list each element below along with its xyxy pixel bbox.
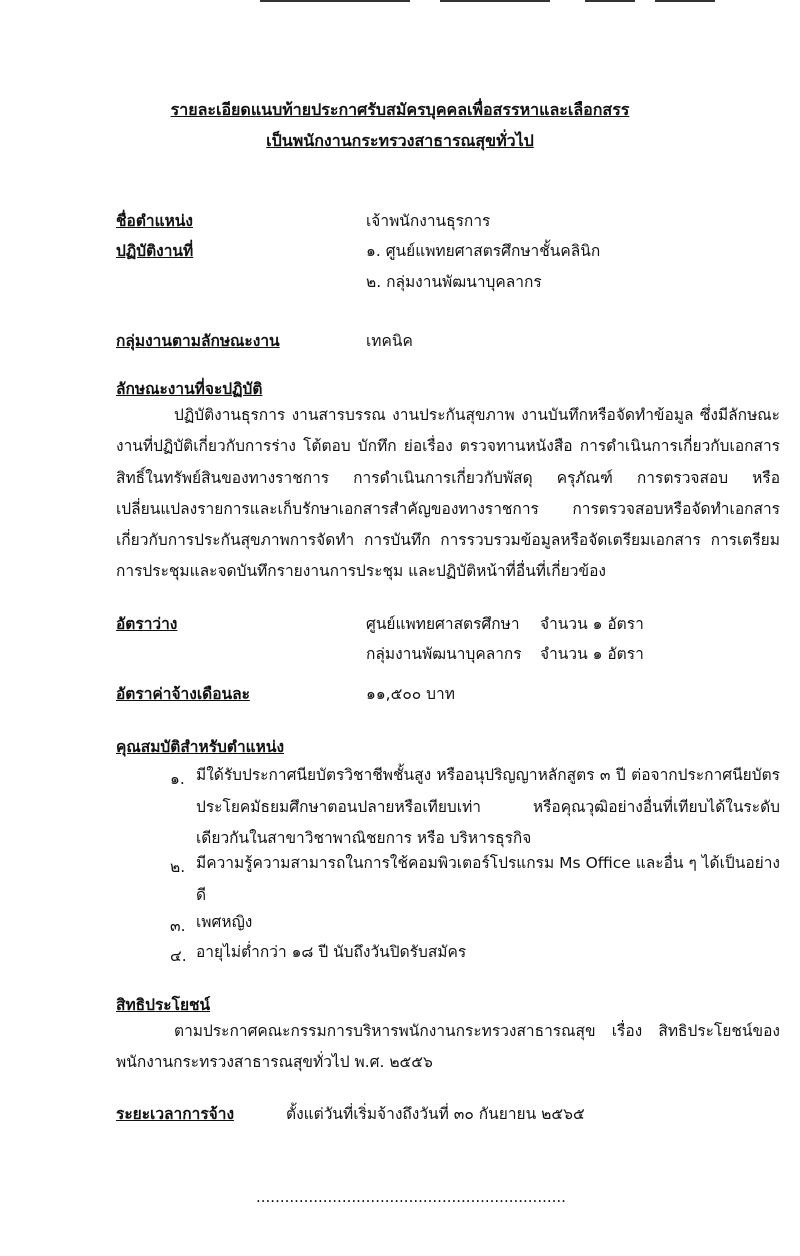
salary-value: ๑๑,๕๐๐ บาท	[366, 685, 455, 703]
vacancy-unit: ศูนย์แพทยศาสตรศึกษา	[366, 615, 520, 633]
vacancy-unit: กลุ่มงานพัฒนาบุคลากร	[366, 645, 522, 663]
end-dotted-line: .................................................................	[256, 1188, 566, 1206]
vacancy-count: จำนวน ๑ อัตรา	[540, 645, 644, 663]
employment-period-value: ตั้งแต่วันที่เริ่มจ้างถึงวันที่ ๓๐ กันยายน ๒๕๖๕	[286, 1105, 585, 1123]
qualification-number: ๑.	[170, 770, 185, 788]
job-nature-heading: ลักษณะงานที่จะปฏิบัติ	[116, 380, 263, 398]
qualification-number: ๔.	[170, 947, 187, 965]
vacancy-count: จำนวน ๑ อัตรา	[540, 615, 644, 633]
qualification-text: เพศหญิง	[196, 913, 253, 931]
job-group-value: เทคนิค	[366, 332, 413, 350]
vacancy-label: อัตราว่าง	[116, 615, 178, 633]
job-group-label: กลุ่มงานตามลักษณะงาน	[116, 332, 280, 350]
job-nature-paragraph: ปฏิบัติงานธุรการ งานสารบรรณ งานประกันสุขภาพ งานบันทึกหรือจัดทำข้อมูล ซึ่งมีลักษณะงานที่ปฏิบัติเกี่ยวกับการร่าง โต้ตอบ บักทึก ย่อเรื่อง ตรวจทานหนังสือ การดำเนินการเกี่ยวกับเอกสารสิทธิ์ในทรัพย์สินของทางราชการ การดำเนินการเกี่ยวกับพัสดุ ครุภัณฑ์ การตรวจสอบ หรือเปลี่ยนแปลงรายการและเก็บรักษาเอกสารสำคัญของทางราชการ การตรวจสอบหรือจัดทำเอกสารเกี่ยวกับการประกันสุขภาพการจัดทำ การบันทึก การรวบรวมข้อมูลหรือจัดเตรียมเอกสาร การเตรียมการประชุมและจดบันทึกรายงานการประชุม และปฏิบัติหน้าที่อื่นที่เกี่ยวข้อง	[116, 406, 780, 581]
qualification-number: ๒.	[170, 858, 186, 876]
position-value: เจ้าพนักงานธุรการ	[366, 212, 491, 230]
qualifications-heading: คุณสมบัติสำหรับตำแหน่ง	[116, 738, 285, 756]
position-label: ชื่อตำแหน่ง	[116, 212, 193, 230]
workplace-item: ๑. ศูนย์แพทยศาสตรศึกษาชั้นคลินิก	[366, 242, 601, 260]
workplace-label: ปฏิบัติงานที่	[116, 242, 194, 260]
qualification-number: ๓.	[170, 917, 186, 935]
workplace-item: ๒. กลุ่มงานพัฒนาบุคลากร	[366, 273, 542, 291]
employment-period-label: ระยะเวลาการจ้าง	[116, 1105, 235, 1123]
document-title-line-2: เป็นพนักงานกระทรวงสาธารณสุขทั่วไป	[266, 131, 534, 150]
top-edge-marks	[0, 0, 800, 8]
salary-label: อัตราค่าจ้างเดือนละ	[116, 685, 250, 703]
benefits-paragraph: ตามประกาศคณะกรรมการบริหารพนักงานกระทรวงสาธารณสุข เรื่อง สิทธิประโยชน์ของพนักงานกระทรวงสาธารณสุขทั่วไป พ.ศ. ๒๕๕๖	[116, 1022, 780, 1072]
document-title-line-1: รายละเอียดแนบท้ายประกาศรับสมัครบุคคลเพื่อสรรหาและเลือกสรร	[170, 100, 630, 119]
qualification-text: มีความรู้ความสามารถในการใช้คอมพิวเตอร์โปรแกรม Ms Office และอื่น ๆ ได้เป็นอย่างดี	[196, 854, 780, 904]
qualification-text: อายุไม่ต่ำกว่า ๑๘ ปี นับถึงวันปิดรับสมัคร	[196, 943, 467, 961]
qualification-text: มีใด้รับประกาศนียบัตรวิชาชีพชั้นสูง หรืออนุปริญญาหลักสูตร ๓ ปี ต่อจากประกาศนียบัตรประโยคมัธยมศึกษาตอนปลายหรือเทียบเท่า หรือคุณวุฒิอย่างอื่นที่เทียบได้ในระดับเดียวกันในสาขาวิชาพาณิชยการ หรือ บริหารธุรกิจ	[196, 766, 780, 847]
benefits-heading: สิทธิประโยชน์	[116, 996, 211, 1014]
